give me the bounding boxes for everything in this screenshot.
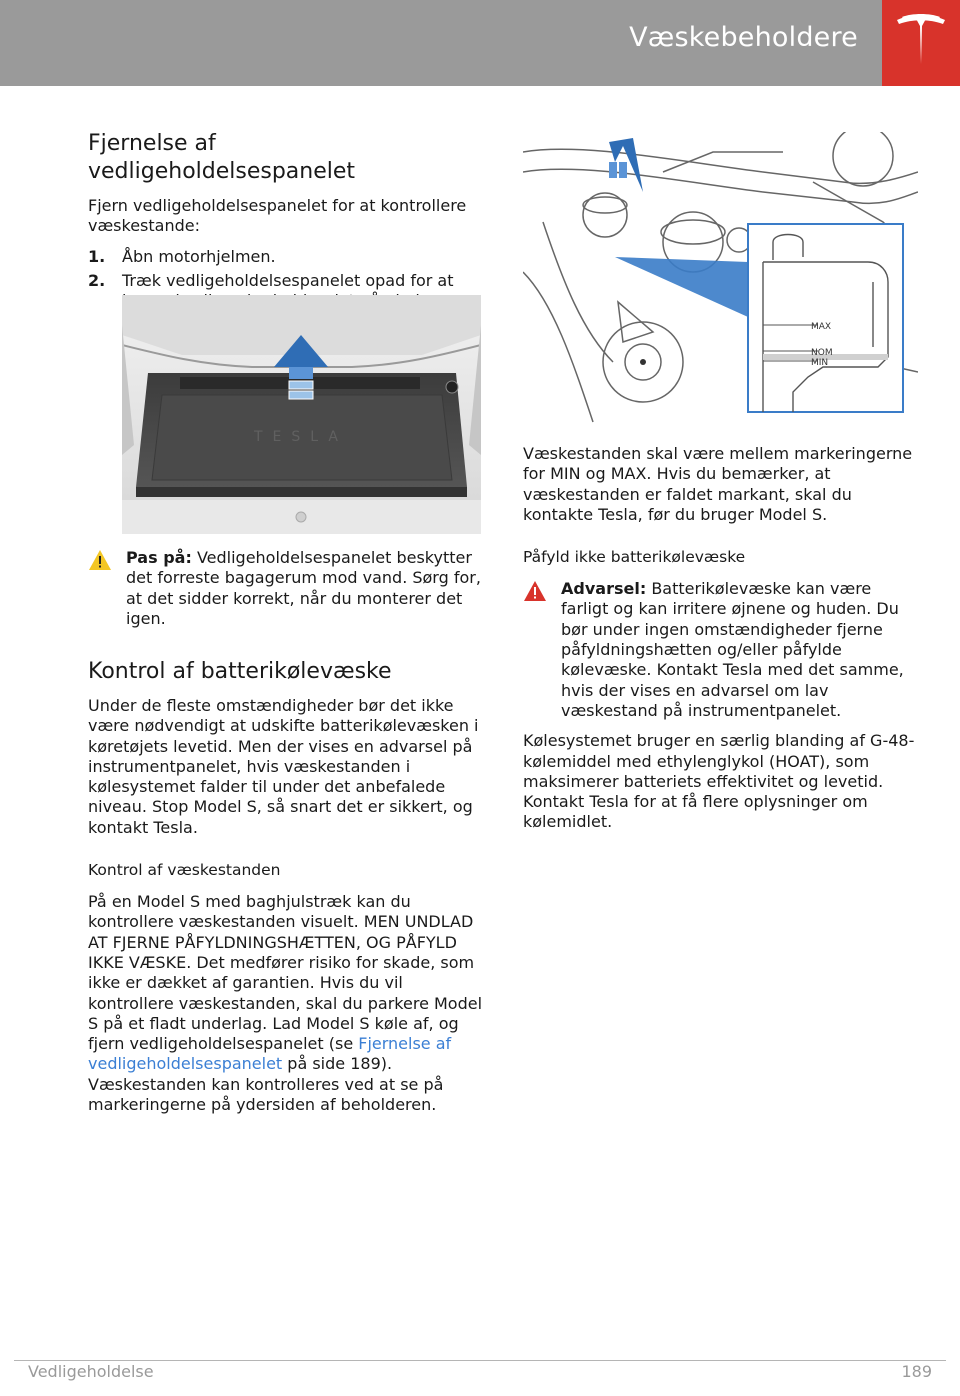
step-text: Åbn motorhjelmen. [122, 246, 276, 266]
panel-watermark: TESLA [254, 429, 348, 445]
subheading-no-refill: Påfyld ikke batterikølevæske [523, 548, 746, 567]
warning-text: Batterikølevæske kan være farligt og kan irritere øjnene og huden. Du bør under ingen omstændigheder fjerne påfyldningshætten og/eller påfylde kølevæske. Kontakt Tesla med det samme, hvis der vises en advarsel om lav væskestand på instrumentpanelet. [561, 579, 904, 720]
tesla-logo-icon [894, 14, 948, 70]
footer-section: Vedligeholdelse [28, 1362, 154, 1381]
left-column [88, 130, 483, 311]
caution-text: Vedligeholdelsespanelet beskytter det forreste bagagerum mod vand. Sørg for, at det sidder korrekt, når du monterer det igen. [126, 548, 481, 628]
subheading-fluid-level: Kontrol af væskestanden [88, 861, 281, 880]
coolant-type-text: Kølesystemet bruger en særlig blanding af G-48-kølemiddel med ethylenglykol (HOAT), som maksimerer batteriets effektivitet og levetid. Kontakt Tesla for at få flere oplysninger om kølemidlet. [523, 731, 915, 832]
warning-triangle-icon [523, 580, 547, 607]
coolant-reservoir-image [523, 132, 918, 427]
step-number: 1. [88, 246, 106, 266]
page-number: 189 [901, 1362, 932, 1381]
section-heading-coolant-check: Kontrol af batterikølevæske [88, 659, 392, 684]
caution-note [88, 548, 483, 629]
step-text: Træk vedligeholdelsespanelet opad for at [122, 270, 454, 290]
coolant-check-body: Under de fleste omstændigheder bør det ikke være nødvendigt at udskifte batterikølevæsken i køretøjets levetid. Men der vises en advarsel på instrumentpanelet, hvis væskestanden i kølesystemet falder til under det anbefalede niveau. Stop Model S, så snart det er sikkert, og kontakt Tesla. [88, 696, 479, 837]
section-heading-remove-panel: Fjernelse af vedligeholdelsespanelet [88, 131, 356, 184]
remove-panel-intro: Fjern vedligeholdelsespanelet for at kontrollere væskestande: [88, 196, 467, 236]
fluid-level-range-text: Væskestanden skal være mellem markeringerne for MIN og MAX. Hvis du bemærker, at væskestanden er faldet markant, skal du kontakte Tesla, før du bruger Model S. [523, 444, 913, 524]
page-header [0, 0, 960, 86]
step-item [88, 247, 483, 267]
caution-label: Pas på: [126, 548, 192, 567]
min-marker-label: MIN [811, 358, 829, 368]
frunk-panel-image [122, 295, 481, 534]
warning-note [523, 579, 923, 721]
step-number: 2. [88, 270, 106, 290]
remove-panel-link[interactable]: Fjernelse af vedligeholdelsespanelet [88, 1034, 452, 1074]
left-column-lower [88, 658, 483, 1115]
nom-marker-label: NOM [811, 348, 833, 358]
warning-label: Advarsel: [561, 579, 647, 599]
logo-badge [882, 0, 960, 86]
fluid-level-body-part1: På en Model S med baghjulstræk kan du kontrollere væskestanden visuelt. MEN UNDLAD AT FJERNE PÅFYLDNINGSHÆTTEN, OG PÅFYLD IKKE VÆSKE. Det medfører risiko for skade, som ikke er dækket af garantien. Hvis du vil kontrollere væskestanden, skal du parkere Model S på et fladt underlag. Lad Model S køle af, og fjern vedligeholdelsespanelet (se [88, 892, 483, 1054]
fluid-level-body-part2: på side 189). Væskestanden kan kontrolleres ved at se på markeringerne på ydersiden af beholderen. [88, 1054, 444, 1115]
max-marker-label: MAX [811, 322, 832, 332]
warning-triangle-icon [88, 549, 112, 576]
fluid-level-body [88, 892, 483, 1115]
right-column [523, 444, 923, 833]
footer-divider [14, 1360, 946, 1361]
page-title: Væskebeholdere [629, 22, 858, 53]
